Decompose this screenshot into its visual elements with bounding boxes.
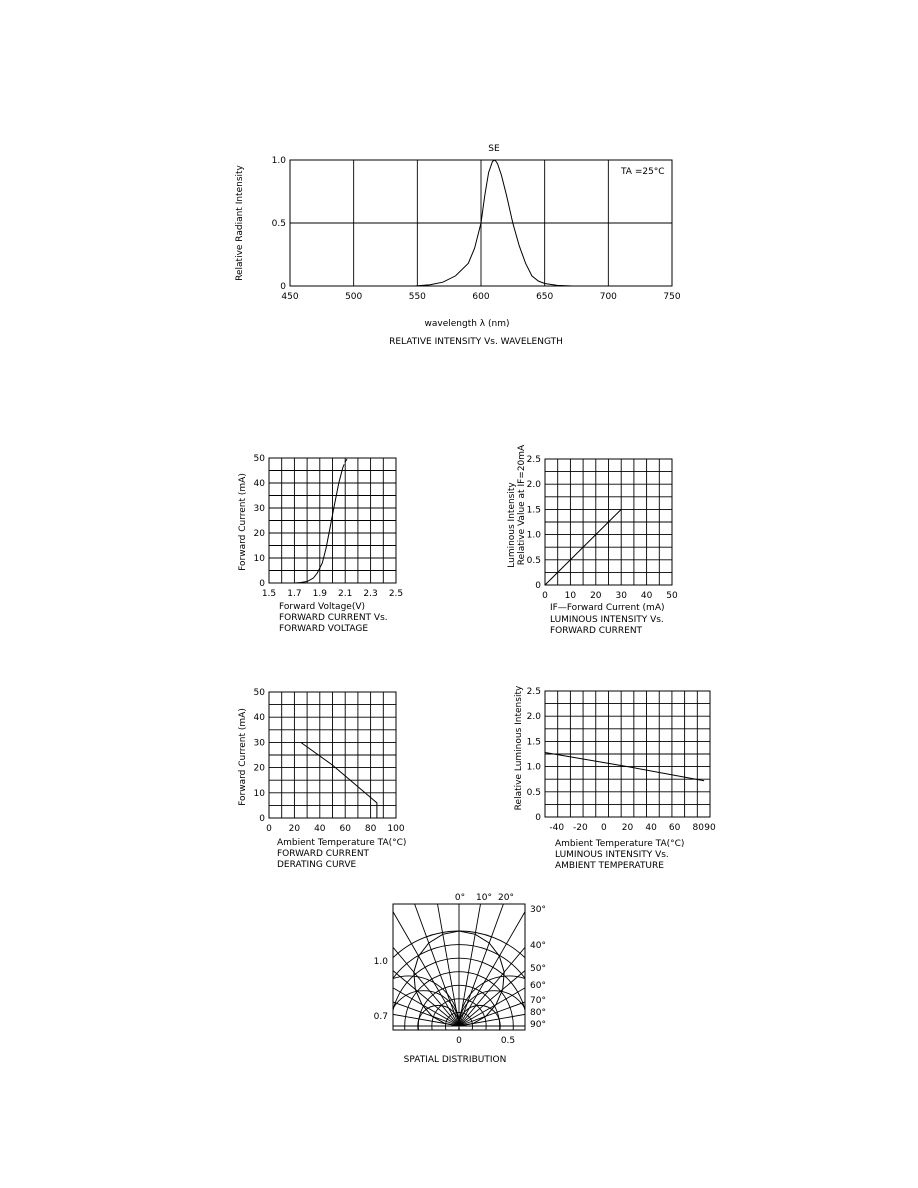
iv-series-line-0	[294, 468, 342, 583]
lumtemp-y-tick-label: 2.5	[526, 687, 541, 697]
lumcurrent-y-tick-label: 2.5	[526, 455, 541, 465]
derating-y-tick-label: 50	[253, 688, 265, 698]
lum-temp-title-line2: AMBIENT TEMPERATURE	[555, 861, 664, 871]
lum-current-ylabel2: Relative Value at IF=20mA	[517, 444, 527, 566]
lumtemp-x-tick-label: -40	[549, 823, 565, 833]
spatial-radial-label: 1.0	[373, 957, 388, 967]
iv-x-tick-label: 2.1	[338, 589, 353, 599]
iv-x-tick-label: 1.5	[261, 589, 277, 599]
lumtemp-x-tick-label: -20	[573, 823, 588, 833]
lumtemp-y-tick-label: 1.0	[526, 762, 541, 773]
lum-temp-grid	[545, 691, 710, 817]
lumcurrent-y-tick-label: 0	[535, 581, 541, 591]
derating-ylabel: Forward Current (mA)	[238, 708, 248, 806]
derating-ticks	[254, 688, 405, 834]
spatial-angle-label-top: 10°	[476, 893, 492, 903]
lum-temp-xlabel: Ambient Temperature TA(°C)	[555, 839, 685, 849]
spatial-angle-spoke	[459, 946, 598, 1026]
spectrum-chart	[235, 144, 681, 347]
spatial-angle-label-top: 0°	[454, 893, 466, 903]
derating-chart	[238, 688, 406, 870]
spatial-angle-label-top: 20°	[498, 893, 514, 903]
spatial-bottom-label: 0.5	[500, 1036, 516, 1046]
spatial-angle-label-right: 60°	[530, 981, 546, 991]
spectrum-ticks	[272, 156, 681, 302]
lumtemp-y-tick-label: 0.5	[526, 787, 541, 798]
spectrum-ylabel: Relative Radiant Intensity	[235, 165, 245, 281]
derating-x-tick-label: 40	[314, 824, 326, 834]
lum-temp-ylabel: Relative Luminous Intensity	[514, 685, 524, 811]
spatial-angle-spoke	[320, 946, 459, 1026]
lumtemp-y-tick-label: 1.5	[526, 737, 541, 748]
iv-x-tick-label: 2.3	[363, 589, 378, 599]
spatial-grid	[299, 866, 619, 1121]
iv-ticks	[254, 454, 404, 599]
spatial-distribution-chart	[299, 866, 619, 1121]
lum-current-ylabel: Luminous Intensity	[507, 482, 517, 568]
lum-current-chart	[507, 444, 678, 636]
spatial-angle-label-right: 90°	[530, 1020, 546, 1030]
iv-x-tick-label: 2.5	[388, 589, 404, 599]
derating-y-tick-label: 0	[259, 814, 265, 824]
spectrum-x-tick-label: 450	[281, 292, 299, 302]
lumtemp-y-tick-label: 2.0	[526, 712, 541, 723]
lumtemp-x-tick-label: 90	[704, 823, 716, 833]
spectrum-title: RELATIVE INTENSITY Vs. WAVELENGTH	[389, 337, 563, 347]
lum-current-title: LUMINOUS INTENSITY Vs.	[550, 615, 664, 625]
spatial-angle-label-right: 70°	[530, 996, 546, 1006]
derating-grid	[269, 692, 396, 818]
lumcurrent-x-tick-label: 10	[564, 591, 577, 601]
spatial-angle-label-right: 50°	[530, 964, 546, 974]
lumtemp-x-tick-label: 60	[668, 823, 681, 833]
spectrum-y-tick-label: 1.0	[271, 156, 286, 166]
lum-temp-chart	[514, 685, 716, 871]
iv-y-tick-label: 30	[253, 504, 265, 514]
derating-x-tick-label: 20	[288, 824, 301, 834]
spectrum-y-tick-label: 0	[280, 282, 286, 292]
derating-title: FORWARD CURRENT	[277, 849, 370, 859]
spatial-bottom-label: 0	[456, 1036, 462, 1046]
derating-y-tick-label: 30	[253, 738, 265, 749]
lumtemp-x-tick-label: 20	[621, 823, 634, 833]
spectrum-x-tick-label: 650	[536, 292, 554, 302]
derating-x-tick-label: 0	[266, 824, 272, 834]
spectrum-xlabel: wavelength λ (nm)	[424, 319, 510, 329]
lumcurrent-x-tick-label: 0	[542, 591, 548, 601]
spectrum-x-tick-label: 550	[408, 292, 426, 302]
lum-temp-title: LUMINOUS INTENSITY Vs.	[555, 850, 669, 860]
iv-chart	[238, 454, 403, 634]
derating-y-tick-label: 20	[253, 763, 265, 774]
spatial-angle-label-right: 30°	[530, 905, 546, 915]
lumcurrent-x-tick-label: 40	[640, 591, 653, 601]
iv-y-tick-label: 0	[259, 579, 265, 589]
derating-x-tick-label: 100	[387, 824, 405, 834]
lumtemp-y-tick-label: 0	[535, 813, 541, 823]
lumcurrent-y-tick-label: 0.5	[526, 555, 541, 566]
lumtemp-x-tick-label: 40	[645, 823, 657, 833]
spectrum-x-tick-label: 600	[472, 292, 490, 302]
lumtemp-x-tick-label: 0	[601, 823, 607, 833]
lumcurrent-x-tick-label: 30	[615, 591, 627, 601]
iv-xlabel: Forward Voltage(V)	[279, 602, 365, 612]
iv-y-tick-label: 20	[253, 529, 265, 539]
derating-xlabel: Ambient Temperature TA(°C)	[277, 838, 407, 848]
spectrum-series-label: SE	[488, 144, 500, 154]
iv-x-tick-label: 1.7	[287, 589, 302, 599]
lumcurrent-y-tick-label: 2.0	[526, 480, 541, 491]
lum-current-title-line2: FORWARD CURRENT	[550, 626, 643, 636]
lumcurrent-x-tick-label: 20	[590, 591, 602, 601]
spatial-angle-label-right: 40°	[530, 941, 546, 951]
derating-y-tick-label: 10	[253, 788, 265, 799]
lumcurrent-x-tick-label: 50	[666, 591, 678, 601]
iv-title-line2: FORWARD VOLTAGE	[279, 624, 369, 634]
lum-current-xlabel: IF—Forward Current (mA)	[550, 603, 665, 613]
iv-x-tick-label: 1.9	[312, 589, 327, 599]
derating-x-tick-label: 80	[364, 824, 377, 834]
derating-title-line2: DERATING CURVE	[277, 860, 357, 870]
spatial-title: SPATIAL DISTRIBUTION	[403, 1055, 507, 1065]
iv-title: FORWARD CURRENT Vs.	[279, 613, 388, 623]
spatial-angle-label-right: 80°	[530, 1008, 546, 1018]
iv-ylabel: Forward Current (mA)	[238, 473, 248, 571]
lumcurrent-y-tick-label: 1.5	[526, 505, 541, 516]
spectrum-x-tick-label: 700	[599, 292, 617, 302]
lumtemp-x-tick-label: 80	[692, 823, 704, 833]
spatial-radial-label: 0.7	[373, 1012, 388, 1022]
derating-x-tick-label: 60	[339, 824, 351, 834]
spectrum-x-tick-label: 500	[345, 292, 363, 302]
iv-grid	[269, 458, 396, 583]
iv-y-tick-label: 10	[253, 554, 265, 564]
lumcurrent-y-tick-label: 1.0	[526, 530, 541, 541]
spectrum-temp-annotation: TA =25°C	[621, 167, 665, 177]
spectrum-y-tick-label: 0.5	[271, 219, 286, 229]
iv-y-tick-label: 50	[253, 454, 265, 464]
spectrum-x-tick-label: 750	[663, 292, 681, 302]
iv-y-tick-label: 40	[253, 479, 265, 489]
derating-y-tick-label: 40	[253, 713, 265, 724]
